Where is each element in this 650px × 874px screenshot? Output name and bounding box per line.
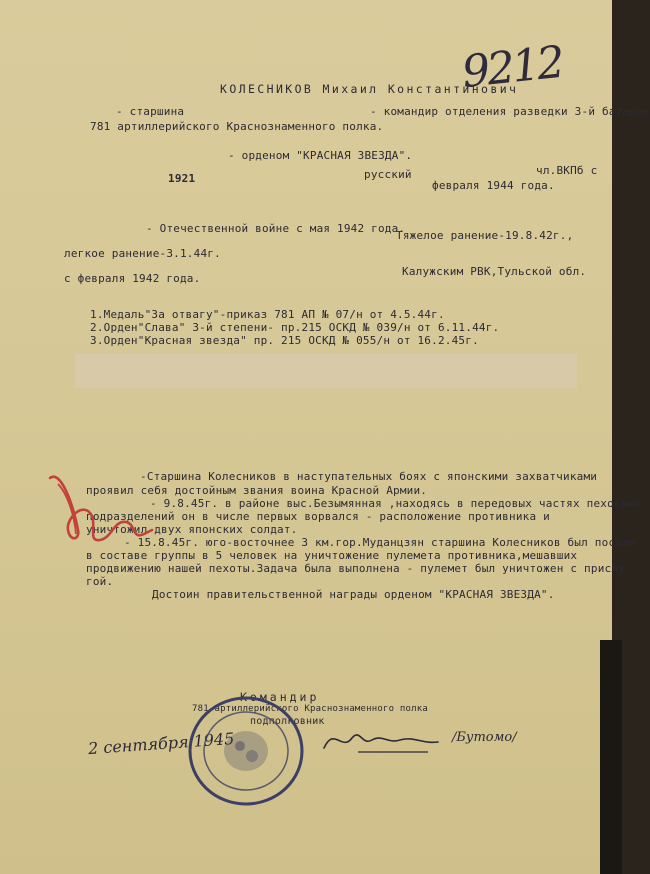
nationality: русский bbox=[364, 168, 412, 181]
award-item-3: 3.Орден"Красная звезда" пр. 215 ОСКД № 055/н от 16.2.45г. bbox=[90, 334, 479, 347]
narrative-line-9: гой. bbox=[86, 575, 114, 588]
commander-title: Командир bbox=[240, 690, 320, 704]
handwritten-date: 2 сентября 1945 bbox=[87, 728, 235, 759]
red-pencil-mark bbox=[40, 460, 160, 560]
light-wound: легкое ранение-3.1.44г. bbox=[64, 247, 221, 260]
recommendation: Достоин правительственной награды орденом "КРАСНАЯ ЗВЕЗДА". bbox=[152, 588, 555, 601]
redacted-strip bbox=[75, 354, 577, 388]
unit: 781 артиллерийского Краснознаменного полка. bbox=[90, 120, 384, 133]
narrative-line-3: - 9.8.45г. в районе выс.Безымянная ,находясь в передовых частях пехотных bbox=[150, 497, 642, 510]
narrative-line-2: проявил себя достойным звания воина Красной Армии. bbox=[86, 484, 428, 497]
party-membership: чл.ВКПб с bbox=[536, 164, 598, 177]
rank: - старшина bbox=[116, 105, 185, 118]
narrative-line-8: продвижению нашей пехоты.Задача была выполнена - пулемет был уничтожен с прислу- bbox=[86, 562, 632, 575]
award-item-2: 2.Орден"Слава" 3-й степени- пр.215 ОСКД № 039/н от 6.11.44г. bbox=[90, 321, 500, 334]
party-date: февраля 1944 года. bbox=[432, 179, 555, 192]
commander-surname: /Бутомо/ bbox=[452, 730, 517, 745]
narrative-line-1: -Старшина Колесников в наступательных боях с японскими захватчиками bbox=[140, 470, 598, 483]
drafted-by: Калужским РВК,Тульской обл. bbox=[402, 265, 587, 278]
narrative-line-4: подразделений он в числе первых ворвался - расположение противника и bbox=[86, 510, 550, 523]
birth-year: 1921 bbox=[168, 172, 196, 185]
narrative-line-7: в составе группы в 5 человек на уничтожение пулемета противника,мешавших bbox=[86, 549, 578, 562]
official-stamp bbox=[186, 694, 306, 808]
commander-rank: подполковник bbox=[250, 716, 325, 727]
handwritten-number: 9212 bbox=[459, 36, 565, 99]
recipient-name: КОЛЕСНИКОВ Михаил Константинович bbox=[220, 82, 519, 96]
award-item-1: 1.Медаль"За отвагу"-приказ 781 АП № 07/н от 4.5.44г. bbox=[90, 308, 445, 321]
war-service: - Отечественной войне с мая 1942 года. bbox=[146, 222, 406, 235]
narrative-line-5: уничтожил двух японских солдат. bbox=[86, 523, 298, 536]
position: - командир отделения разведки 3-й батареи bbox=[370, 105, 650, 118]
army-since: с февраля 1942 года. bbox=[64, 272, 201, 285]
heavy-wound: Тяжелое ранение-19.8.42г., bbox=[396, 229, 574, 242]
narrative-line-6: - 15.8.45г. юго-восточнее 3 км.гор.Муданцзян старшина Колесников был послан bbox=[124, 536, 636, 549]
award-title: - орденом "КРАСНАЯ ЗВЕЗДА". bbox=[228, 149, 413, 162]
commander-unit: 781 артиллерийского Краснознаменного полка bbox=[192, 704, 428, 714]
torn-page-edge bbox=[600, 640, 622, 874]
signature bbox=[318, 722, 448, 762]
